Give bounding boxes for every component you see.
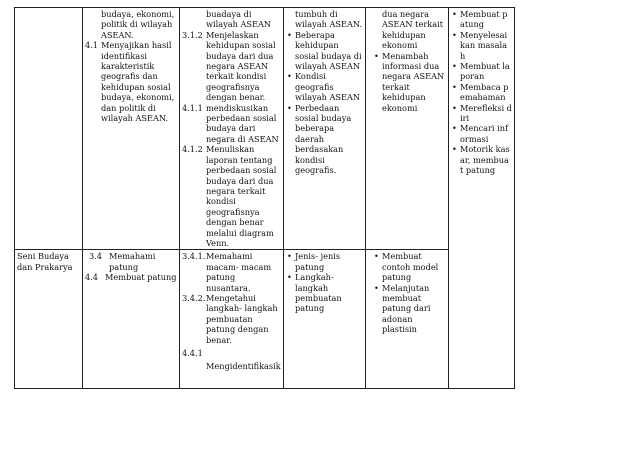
skills-bullet: • Membaca pemahaman xyxy=(460,82,512,103)
subject-cell: Seni Budaya dan Prakarya xyxy=(15,250,83,389)
indicator-continued-line: buadaya di xyxy=(206,9,252,19)
curriculum-table xyxy=(14,7,515,389)
indicator-cell xyxy=(180,250,284,389)
material-cell xyxy=(284,250,366,389)
indicator-item-text: Mengidentifikasik xyxy=(206,361,281,372)
competency-cell xyxy=(83,8,180,250)
activity-cell xyxy=(366,250,449,389)
skills-cell xyxy=(449,8,515,250)
indicator-item: 3.1.2 Menjelaskan kehidupan sosial budaya dari dua negara ASEAN terkait kondisi geografisnya dengan benar. xyxy=(182,29,276,103)
material-bullet: • Kondisi geografis wilayah ASEAN xyxy=(295,71,363,102)
competency-cell xyxy=(83,250,180,389)
skills-bullet: • Menyelesaikan masalah xyxy=(460,30,512,61)
skills-bullet: • Merefleksi diri xyxy=(460,103,512,124)
skills-bullet: • Motorik kasar, membuat patung xyxy=(460,144,512,175)
table-row xyxy=(15,8,515,250)
competency-item: 4.1 Menyajikan hasil identifikasi karakteristik geografis dan kehidupan sosial budaya, ekonomi, dan politik di wilayah ASEAN. xyxy=(85,40,175,124)
material-cell xyxy=(284,8,366,250)
activity-bullet: • Melanjutan membuat patung dari adonan plastisin xyxy=(382,283,446,335)
material-bullet: • Langkah- langkah pembuatan patung xyxy=(295,272,363,314)
material-bullet: • Jenis- jenis patung xyxy=(295,251,363,272)
indicator-cell xyxy=(180,8,284,250)
skills-bullet: • Mencari informasi xyxy=(460,123,512,144)
subject-cell xyxy=(15,8,83,250)
indicator-item: 4.1.2 Menuliskan laporan tentang perbedaan sosial budaya dari dua negara terkait kondisi geografisnya dengan benar melalui diagram Venn. xyxy=(182,144,277,248)
material-bullet: • Perbedaan sosial budaya beberapa daerah berdasakan kondisi geografis. xyxy=(295,103,363,176)
indicator-continued-line: wilayah ASEAN xyxy=(206,19,272,30)
competency-continued-line: budaya, ekonomi, xyxy=(101,9,175,19)
competency-continued-line: politik di wilayah xyxy=(101,19,173,30)
activity-continued-text: dua negara ASEAN terkait kehidupan ekonomi xyxy=(382,9,443,51)
activity-bullet: • Menambah informasi dua negara ASEAN terkait kehidupan ekonomi xyxy=(382,51,446,113)
indicator-item: 3.4.2. Mengetahui langkah- langkah pembuatan patung dengan benar. xyxy=(182,292,278,345)
material-continued-text: tumbuh di wilayah ASEAN. xyxy=(295,9,363,30)
activity-cell xyxy=(366,8,449,250)
material-bullet: • Beberapa kehidupan sosial budaya di wilayah ASEAN xyxy=(295,30,363,72)
competency-item: 3.4 Memahami patung xyxy=(89,251,156,272)
skills-bullet: • Membuat laporan xyxy=(460,61,512,82)
indicator-item: 3.4.1. Memahami macam- macam patung nusantara. xyxy=(182,251,272,293)
indicator-item: 4.1.1 mendiskusikan perbedaan sosial budaya dari negara di ASEAN xyxy=(182,102,279,144)
table-row xyxy=(15,250,515,389)
competency-continued-line: ASEAN. xyxy=(101,29,134,40)
activity-bullet: • Membuat contoh model patung xyxy=(382,251,446,282)
skills-cell xyxy=(449,250,515,389)
skills-bullet: • Membuat patung xyxy=(460,9,512,30)
indicator-item-number: 4.4.1 xyxy=(182,348,203,358)
competency-item: 4.4 Membuat patung xyxy=(85,272,177,283)
